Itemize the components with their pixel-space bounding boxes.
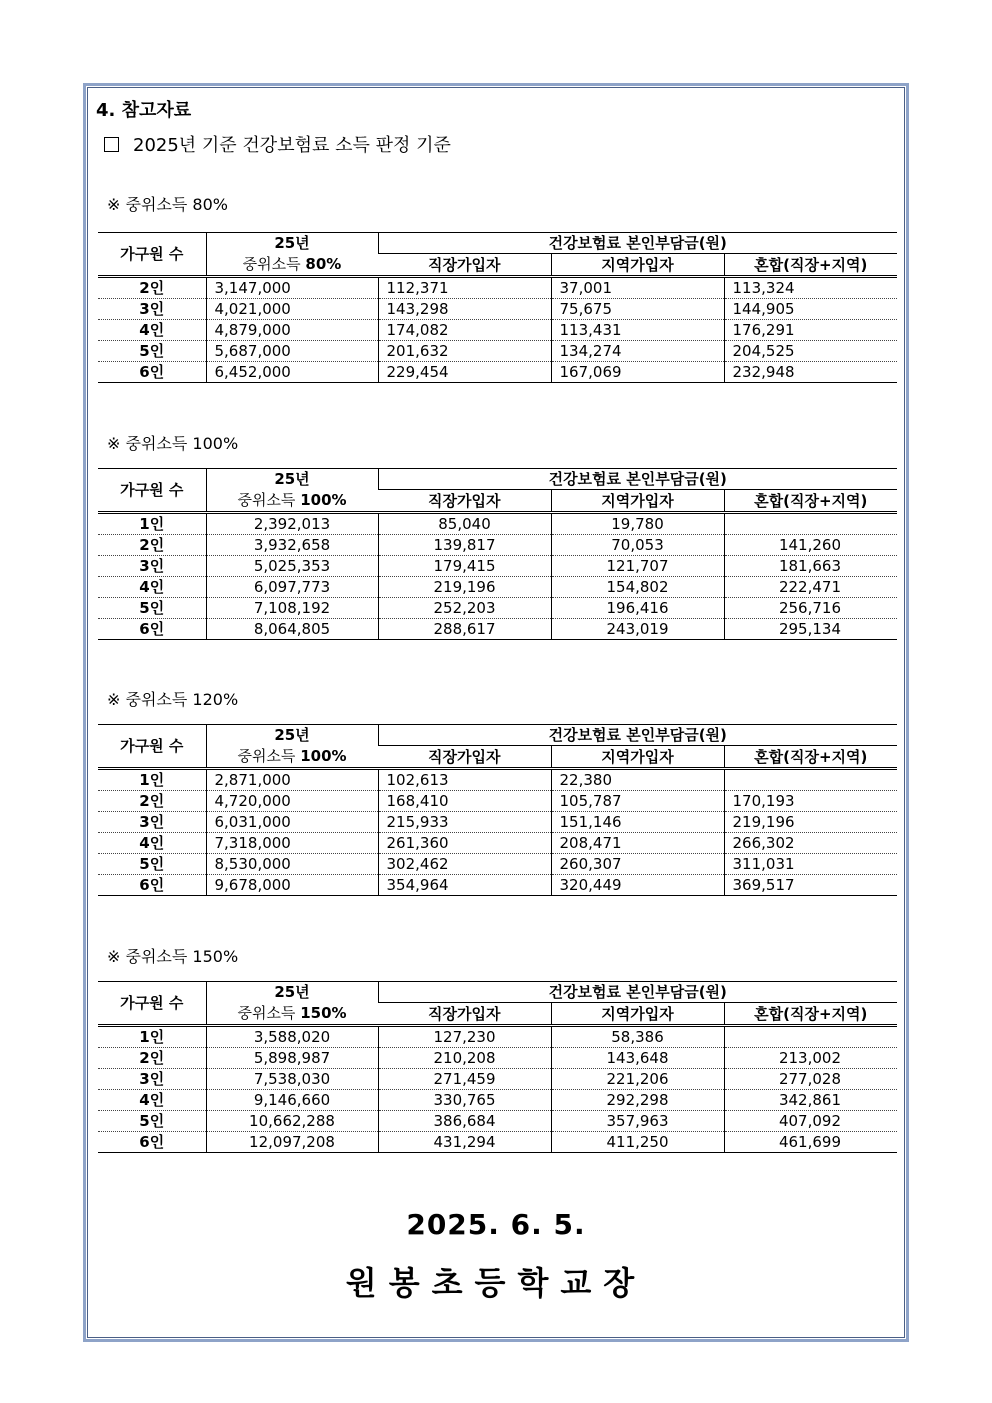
year-label: 25년 [274,983,310,1001]
workplace-cell: 302,462 [378,854,551,875]
household-size: 3인 [98,556,206,577]
income-cell: 6,452,000 [206,362,378,383]
mixed-cell: 113,324 [724,277,897,299]
income-cell: 6,097,773 [206,577,378,598]
income-cell: 10,662,288 [206,1111,378,1132]
workplace-cell: 174,082 [378,320,551,341]
income-cell: 9,146,660 [206,1090,378,1111]
regional-cell: 19,780 [551,513,724,535]
table-row [98,769,897,791]
workplace-cell: 215,933 [378,812,551,833]
mixed-cell: 232,948 [724,362,897,383]
table-4-note: ※ 중위소득 150% [107,947,239,966]
premium-group-header: 건강보험료 본인부담금(원) [378,469,897,490]
household-size: 1인 [98,1026,206,1048]
regional-cell: 208,471 [551,833,724,854]
workplace-header: 직장가입자 [378,254,551,277]
regional-cell: 75,675 [551,299,724,320]
mixed-cell [724,1026,897,1048]
table-row [98,362,897,383]
workplace-cell: 143,298 [378,299,551,320]
income-cell: 4,879,000 [206,320,378,341]
year-label: 25년 [274,726,310,744]
mixed-cell [724,513,897,535]
mixed-header: 혼합(직장+지역) [724,746,897,769]
workplace-cell: 229,454 [378,362,551,383]
regional-cell: 221,206 [551,1069,724,1090]
household-size: 5인 [98,598,206,619]
workplace-cell: 330,765 [378,1090,551,1111]
median-label: 중위소득 150% [237,1004,347,1022]
table-row [98,1026,897,1048]
household-size: 2인 [98,535,206,556]
table-row [98,854,897,875]
premium-group-header: 건강보험료 본인부담금(원) [378,233,897,254]
regional-cell: 167,069 [551,362,724,383]
workplace-cell: 288,617 [378,619,551,640]
household-header: 가구원 수 [98,233,206,277]
table-row [98,513,897,535]
income-cell: 6,031,000 [206,812,378,833]
regional-cell: 22,380 [551,769,724,791]
regional-cell: 151,146 [551,812,724,833]
workplace-cell: 261,360 [378,833,551,854]
year-label: 25년 [274,470,310,488]
workplace-cell: 354,964 [378,875,551,896]
household-size: 4인 [98,833,206,854]
table-median-150 [98,981,897,1153]
household-size: 6인 [98,1132,206,1153]
table-row [98,812,897,833]
household-size: 5인 [98,1111,206,1132]
income-cell: 2,871,000 [206,769,378,791]
income-cell: 7,108,192 [206,598,378,619]
table-row [98,791,897,812]
regional-cell: 70,053 [551,535,724,556]
mixed-cell: 266,302 [724,833,897,854]
regional-cell: 143,648 [551,1048,724,1069]
household-size: 4인 [98,1090,206,1111]
regional-header: 지역가입자 [551,746,724,769]
income-cell: 9,678,000 [206,875,378,896]
mixed-cell: 461,699 [724,1132,897,1153]
income-cell: 5,898,987 [206,1048,378,1069]
table-3-note: ※ 중위소득 120% [107,690,239,709]
workplace-cell: 252,203 [378,598,551,619]
regional-cell: 243,019 [551,619,724,640]
workplace-cell: 168,410 [378,791,551,812]
mixed-cell: 311,031 [724,854,897,875]
table-row [98,535,897,556]
income-cell: 7,538,030 [206,1069,378,1090]
mixed-cell: 407,092 [724,1111,897,1132]
household-size: 3인 [98,1069,206,1090]
table-row [98,833,897,854]
table-row [98,341,897,362]
mixed-header: 혼합(직장+지역) [724,1003,897,1026]
household-size: 4인 [98,577,206,598]
table-row [98,1090,897,1111]
median-label: 중위소득 100% [237,747,347,765]
income-cell: 3,147,000 [206,277,378,299]
median-label: 중위소득 100% [237,491,347,509]
table-2-note: ※ 중위소득 100% [107,434,239,453]
workplace-cell: 210,208 [378,1048,551,1069]
premium-group-header: 건강보험료 본인부담금(원) [378,725,897,746]
table-row [98,299,897,320]
income-header [206,982,378,1026]
mixed-cell: 277,028 [724,1069,897,1090]
workplace-cell: 112,371 [378,277,551,299]
section-heading: 4. 참고자료 [96,100,192,121]
income-cell: 2,392,013 [206,513,378,535]
household-size: 3인 [98,299,206,320]
income-cell: 8,530,000 [206,854,378,875]
workplace-cell: 431,294 [378,1132,551,1153]
household-size: 5인 [98,854,206,875]
table-row [98,1132,897,1153]
regional-cell: 411,250 [551,1132,724,1153]
mixed-cell: 170,193 [724,791,897,812]
mixed-cell [724,769,897,791]
workplace-cell: 386,684 [378,1111,551,1132]
mixed-cell: 204,525 [724,341,897,362]
income-cell: 3,932,658 [206,535,378,556]
mixed-cell: 213,002 [724,1048,897,1069]
year-label: 25년 [274,234,310,252]
table-row [98,619,897,640]
mixed-cell: 295,134 [724,619,897,640]
workplace-cell: 102,613 [378,769,551,791]
income-cell: 8,064,805 [206,619,378,640]
regional-cell: 105,787 [551,791,724,812]
income-cell: 5,025,353 [206,556,378,577]
income-cell: 4,720,000 [206,791,378,812]
regional-cell: 37,001 [551,277,724,299]
regional-cell: 320,449 [551,875,724,896]
household-size: 6인 [98,875,206,896]
table-row [98,1069,897,1090]
regional-cell: 196,416 [551,598,724,619]
table-row [98,1048,897,1069]
workplace-cell: 85,040 [378,513,551,535]
workplace-cell: 271,459 [378,1069,551,1090]
table-row [98,556,897,577]
mixed-cell: 144,905 [724,299,897,320]
regional-header: 지역가입자 [551,490,724,513]
checkbox-square-icon [104,137,119,152]
regional-header: 지역가입자 [551,1003,724,1026]
mixed-cell: 219,196 [724,812,897,833]
income-header [206,725,378,769]
median-label: 중위소득 80% [242,255,342,273]
income-cell: 4,021,000 [206,299,378,320]
table-row [98,875,897,896]
household-header: 가구원 수 [98,982,206,1026]
mixed-header: 혼합(직장+지역) [724,254,897,277]
household-size: 2인 [98,277,206,299]
workplace-cell: 201,632 [378,341,551,362]
household-size: 6인 [98,362,206,383]
income-header [206,469,378,513]
workplace-cell: 139,817 [378,535,551,556]
household-size: 3인 [98,812,206,833]
household-size: 5인 [98,341,206,362]
household-header: 가구원 수 [98,469,206,513]
household-header: 가구원 수 [98,725,206,769]
workplace-cell: 127,230 [378,1026,551,1048]
income-header [206,233,378,277]
regional-cell: 260,307 [551,854,724,875]
regional-header: 지역가입자 [551,254,724,277]
household-size: 1인 [98,513,206,535]
mixed-cell: 176,291 [724,320,897,341]
household-size: 4인 [98,320,206,341]
regional-cell: 113,431 [551,320,724,341]
table-1-note: ※ 중위소득 80% [107,195,228,214]
regional-cell: 357,963 [551,1111,724,1132]
workplace-cell: 179,415 [378,556,551,577]
regional-cell: 134,274 [551,341,724,362]
mixed-header: 혼합(직장+지역) [724,490,897,513]
table-median-120 [98,724,897,896]
mixed-cell: 181,663 [724,556,897,577]
regional-cell: 292,298 [551,1090,724,1111]
table-row [98,277,897,299]
household-size: 1인 [98,769,206,791]
table-row [98,598,897,619]
mixed-cell: 141,260 [724,535,897,556]
income-cell: 3,588,020 [206,1026,378,1048]
mixed-cell: 256,716 [724,598,897,619]
table-median-80 [98,232,897,383]
household-size: 2인 [98,791,206,812]
table-row [98,320,897,341]
workplace-cell: 219,196 [378,577,551,598]
mixed-cell: 222,471 [724,577,897,598]
subheading [104,131,451,157]
mixed-cell: 342,861 [724,1090,897,1111]
household-size: 6인 [98,619,206,640]
regional-cell: 121,707 [551,556,724,577]
income-cell: 7,318,000 [206,833,378,854]
signature-school-principal: 원봉초등학교장 [345,1264,647,1302]
income-cell: 5,687,000 [206,341,378,362]
mixed-cell: 369,517 [724,875,897,896]
premium-group-header: 건강보험료 본인부담금(원) [378,982,897,1003]
table-row [98,1111,897,1132]
regional-cell: 58,386 [551,1026,724,1048]
subheading-text: 2025년 기준 건강보험료 소득 판정 기준 [133,135,451,156]
income-cell: 12,097,208 [206,1132,378,1153]
workplace-header: 직장가입자 [378,746,551,769]
household-size: 2인 [98,1048,206,1069]
regional-cell: 154,802 [551,577,724,598]
workplace-header: 직장가입자 [378,490,551,513]
workplace-header: 직장가입자 [378,1003,551,1026]
table-row [98,577,897,598]
table-median-100 [98,468,897,640]
document-date: 2025. 6. 5. [406,1208,586,1241]
